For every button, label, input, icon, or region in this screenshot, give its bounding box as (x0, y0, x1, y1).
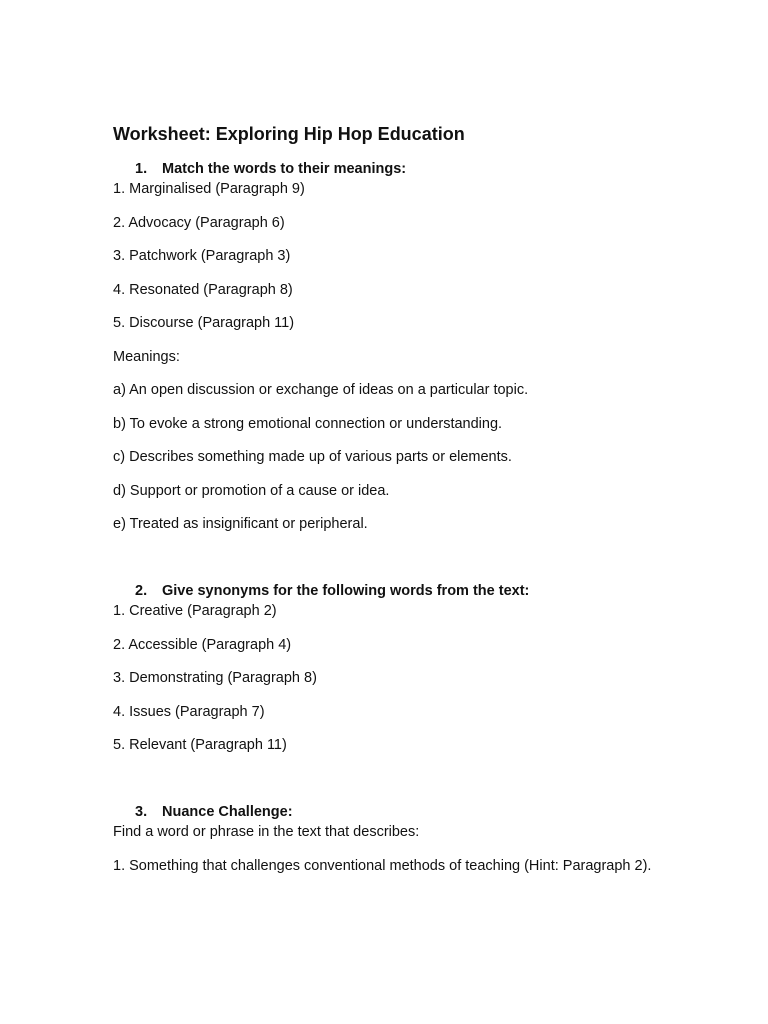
section-1-word: 3. Patchwork (Paragraph 3) (113, 248, 291, 264)
section-1-word: 4. Resonated (Paragraph 8) (113, 281, 293, 298)
section-2-word: 3. Demonstrating (Paragraph 8) (113, 670, 317, 686)
section-2-number: 2. (135, 583, 148, 599)
section-2-heading-text: Give synonyms for the following words from the text: (162, 583, 530, 599)
section-1-word: 1. Marginalised (Paragraph 9) (113, 181, 305, 197)
section-1-word: 2. Advocacy (Paragraph 6) (113, 214, 285, 231)
section-2-word: 5. Relevant (Paragraph 11) (113, 737, 287, 753)
meaning-item: c) Describes something made up of various parts or elements. (113, 449, 512, 465)
section-2-word: 4. Issues (Paragraph 7) (113, 703, 265, 720)
section-1-number: 1. (135, 161, 148, 177)
section-1-word: 5. Discourse (Paragraph 11) (113, 315, 295, 331)
section-3-number: 3. (135, 804, 148, 820)
section-1-heading (113, 159, 658, 179)
section-3-item: 1. Something that challenges conventional methods of teaching (Hint: Paragraph 2). (113, 857, 652, 874)
section-3-instruction: Find a word or phrase in the text that describes: (113, 824, 420, 840)
section-2-word: 2. Accessible (Paragraph 4) (113, 636, 292, 653)
meanings-label: Meanings: (113, 348, 180, 365)
section-3-heading (113, 802, 658, 822)
worksheet-page (113, 122, 658, 876)
section-3-heading-text: Nuance Challenge: (162, 804, 293, 820)
meaning-item: d) Support or promotion of a cause or idea. (113, 482, 390, 499)
section-1-heading-text: Match the words to their meanings: (162, 161, 407, 177)
section-2-heading (113, 581, 658, 601)
meaning-item: b) To evoke a strong emotional connection or understanding. (113, 415, 503, 432)
worksheet-title: Worksheet: Exploring Hip Hop Education (113, 124, 465, 144)
meaning-item: e) Treated as insignificant or peripheral. (113, 516, 368, 532)
section-2-word: 1. Creative (Paragraph 2) (113, 603, 277, 619)
meaning-item: a) An open discussion or exchange of ideas on a particular topic. (113, 382, 529, 398)
